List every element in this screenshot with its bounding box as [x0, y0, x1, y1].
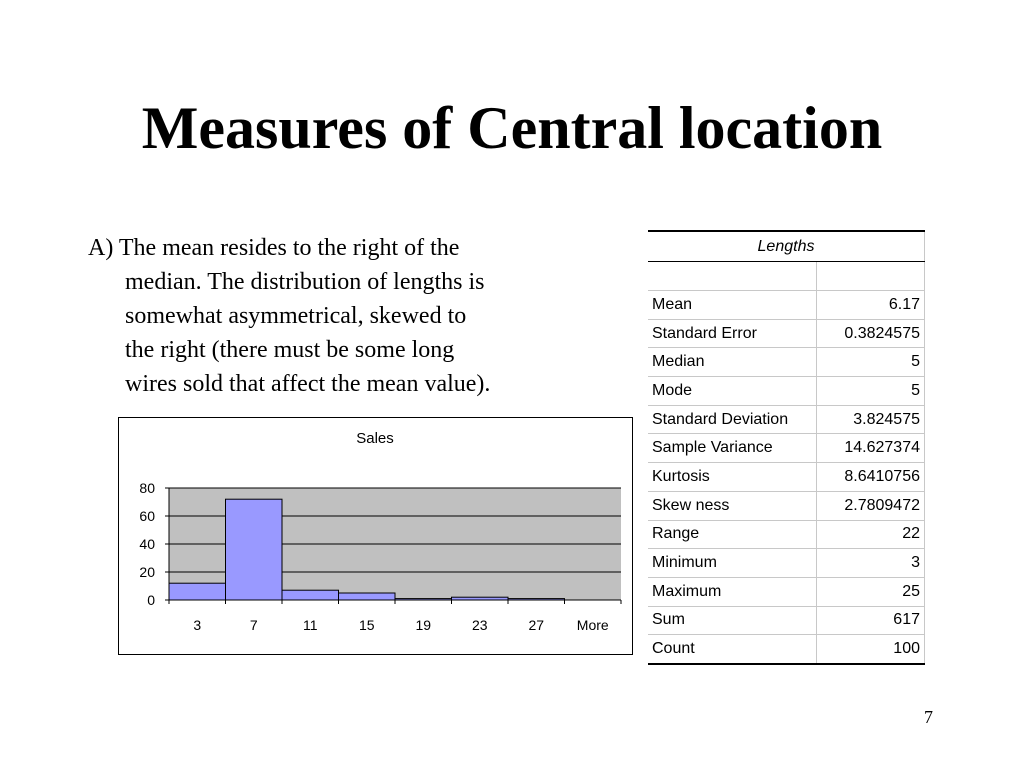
x-tick-label: 19 — [415, 617, 432, 633]
stat-value: 2.7809472 — [817, 491, 925, 520]
stat-label: Sum — [648, 606, 817, 635]
table-row — [648, 577, 925, 606]
bar — [282, 590, 339, 600]
stat-label: Standard Deviation — [648, 405, 817, 434]
stat-value: 14.627374 — [817, 434, 925, 463]
stat-label: Sample Variance — [648, 434, 817, 463]
stat-value: 617 — [817, 606, 925, 635]
table-row — [648, 520, 925, 549]
stat-label: Kurtosis — [648, 463, 817, 492]
x-tick-label: 27 — [528, 617, 545, 633]
body-line: A) The mean resides to the right of the — [88, 235, 460, 261]
body-line: median. The distribution of lengths is — [125, 269, 485, 295]
table-header: Lengths — [648, 231, 925, 262]
chart-svg — [119, 418, 632, 654]
descriptive-statistics-table — [648, 230, 925, 665]
body-line: wires sold that affect the mean value). — [125, 371, 491, 397]
bar — [169, 583, 226, 600]
stat-label: Standard Error — [648, 319, 817, 348]
stat-value: 6.17 — [817, 291, 925, 320]
table-row — [648, 291, 925, 320]
stat-value: 3.824575 — [817, 405, 925, 434]
stat-label: Mode — [648, 377, 817, 406]
x-tick-label: 15 — [358, 617, 375, 633]
stat-value: 5 — [817, 348, 925, 377]
stat-value: 22 — [817, 520, 925, 549]
stat-label: Median — [648, 348, 817, 377]
stat-value: 5 — [817, 377, 925, 406]
x-tick-label: 7 — [249, 617, 258, 633]
bar — [226, 499, 283, 600]
table-row — [648, 405, 925, 434]
table-row — [648, 434, 925, 463]
stat-value: 8.6410756 — [817, 463, 925, 492]
x-tick-label: 11 — [302, 617, 318, 633]
table-row — [648, 319, 925, 348]
stat-label: Minimum — [648, 549, 817, 578]
page-number: 7 — [924, 707, 933, 727]
table-row — [648, 549, 925, 578]
blank-cell — [648, 262, 817, 291]
blank-cell — [817, 262, 925, 291]
slide-title: Measures of Central location — [141, 95, 883, 161]
stat-value: 100 — [817, 635, 925, 664]
table-row — [648, 635, 925, 664]
table-row — [648, 463, 925, 492]
table-row — [648, 377, 925, 406]
x-tick-label: More — [576, 617, 609, 633]
y-tick-label: 40 — [139, 536, 155, 552]
y-tick-label: 80 — [139, 480, 155, 496]
table-row — [648, 606, 925, 635]
stat-label: Mean — [648, 291, 817, 320]
y-tick-label: 60 — [139, 508, 155, 524]
table-row — [648, 348, 925, 377]
stat-value: 0.3824575 — [817, 319, 925, 348]
body-line: somewhat asymmetrical, skewed to — [125, 303, 467, 329]
table-row — [648, 491, 925, 520]
stat-label: Skew ness — [648, 491, 817, 520]
stat-value: 25 — [817, 577, 925, 606]
bar — [339, 593, 396, 600]
stat-label: Range — [648, 520, 817, 549]
body-paragraph — [88, 231, 578, 401]
table-blank-row — [648, 262, 925, 291]
sales-histogram — [118, 417, 633, 655]
y-tick-label: 20 — [139, 564, 155, 580]
x-tick-label: 23 — [471, 617, 488, 633]
stat-label: Count — [648, 635, 817, 664]
chart-title: Sales — [356, 430, 394, 447]
table-header-row — [648, 231, 925, 262]
stat-label: Maximum — [648, 577, 817, 606]
stat-value: 3 — [817, 549, 925, 578]
body-line: the right (there must be some long — [125, 337, 455, 363]
x-tick-label: 3 — [193, 617, 202, 633]
y-tick-label: 0 — [147, 592, 155, 608]
